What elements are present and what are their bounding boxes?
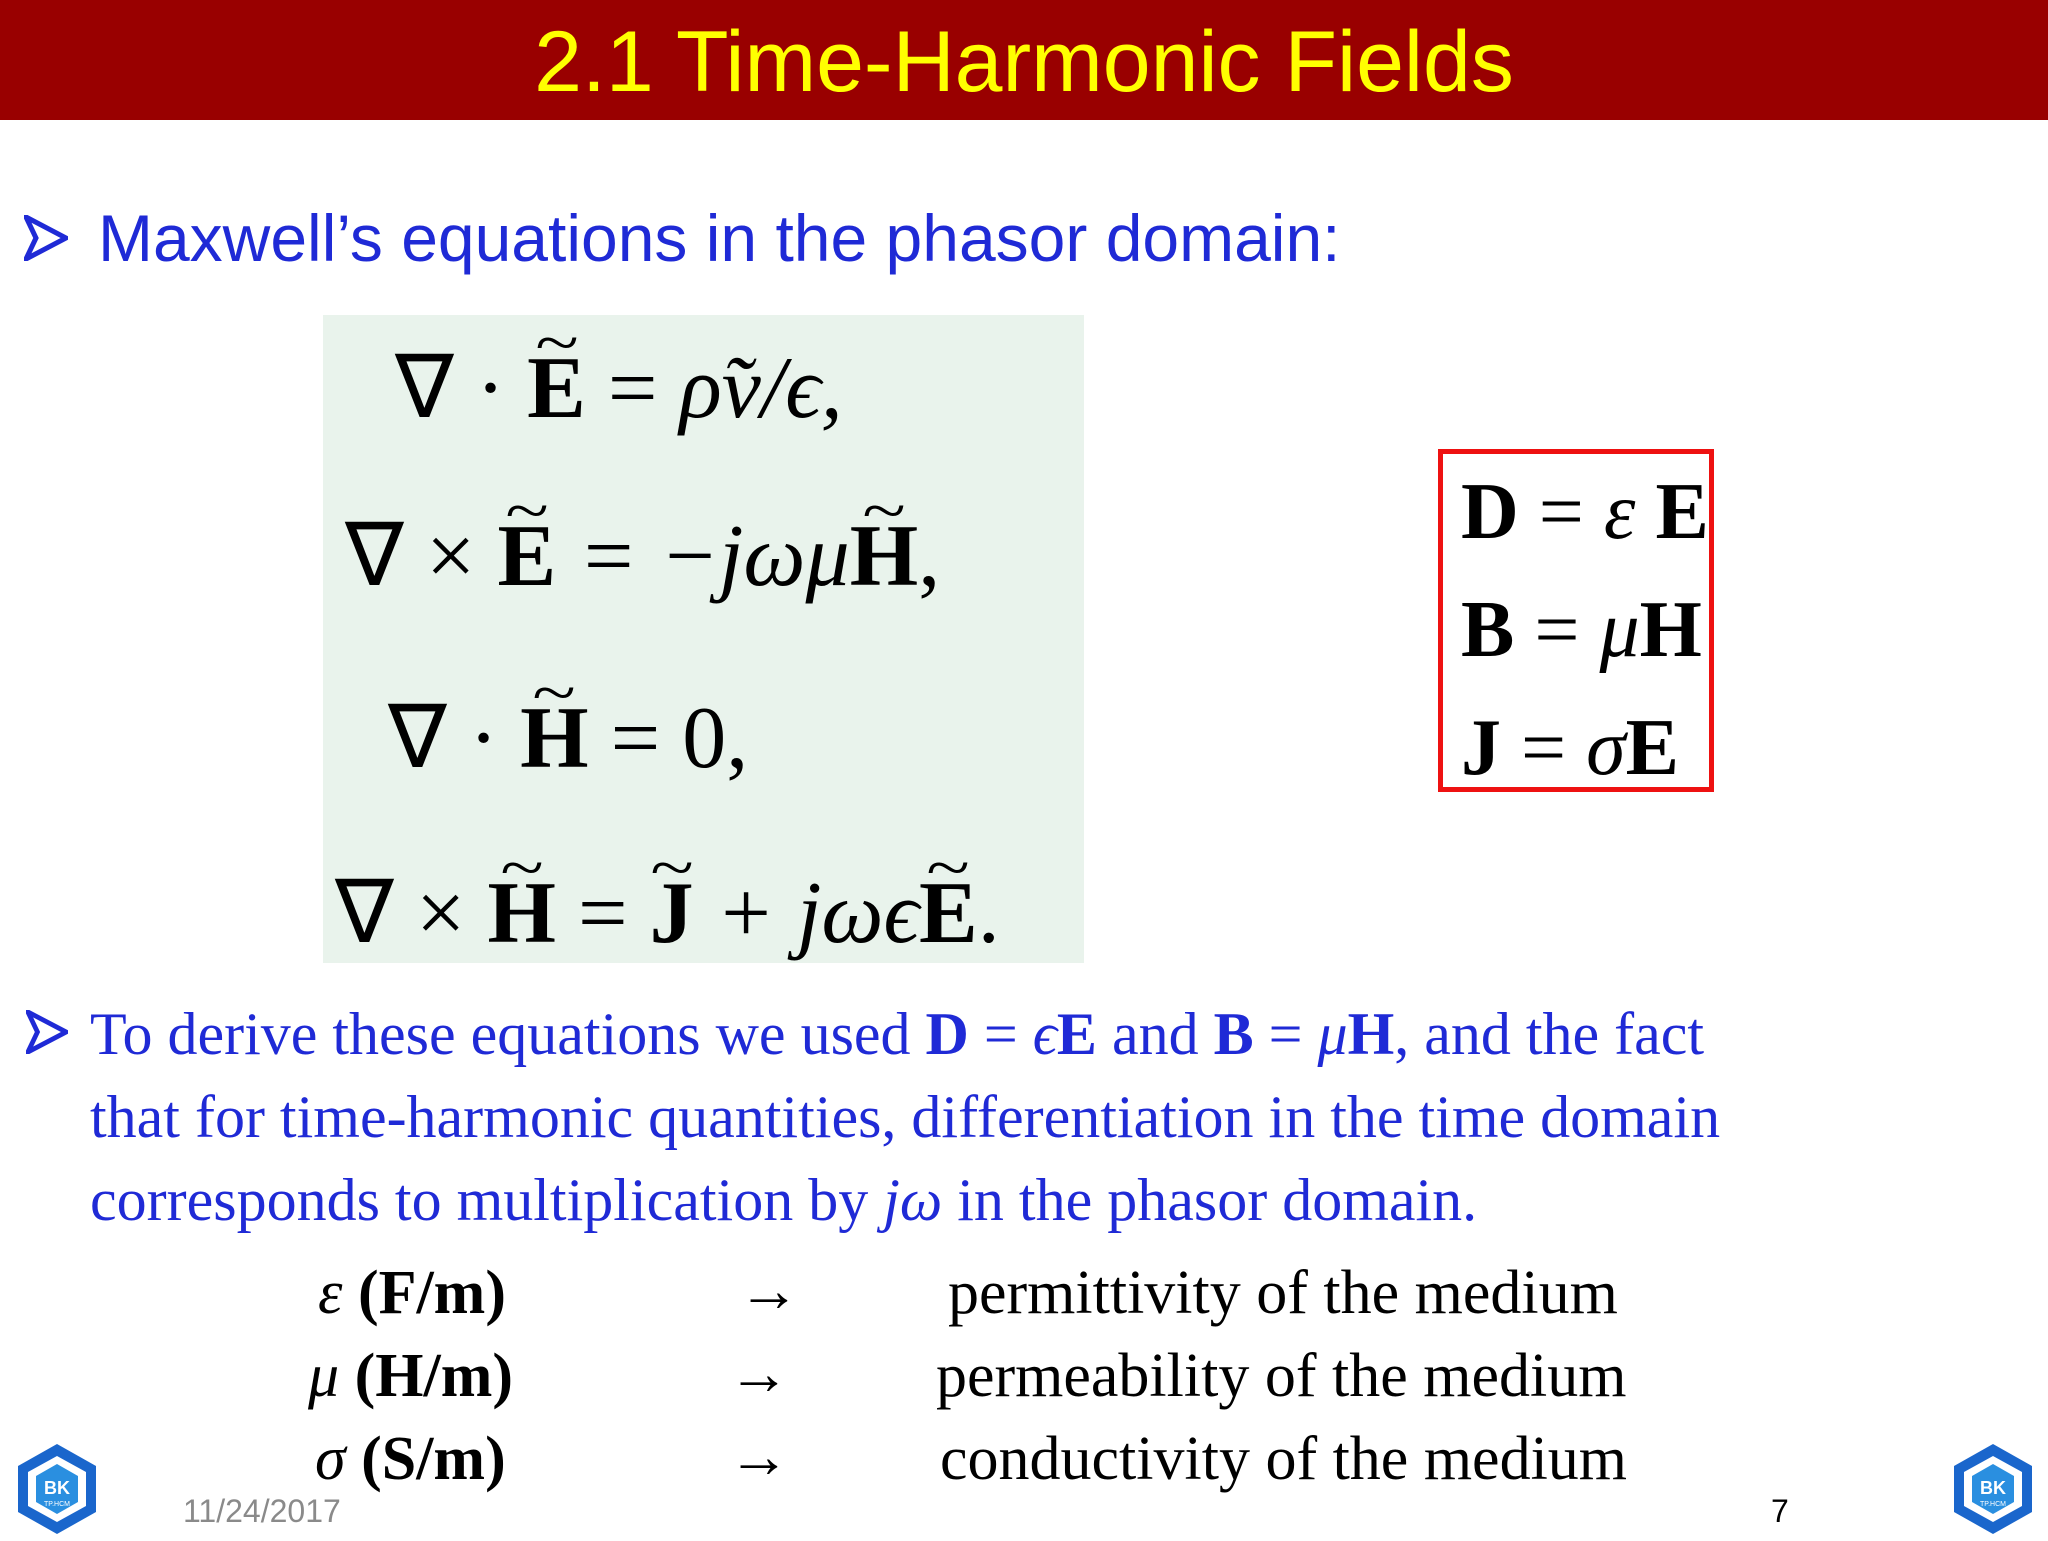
bk-logo-left	[14, 1442, 100, 1536]
derivation-line-2: that for time-harmonic quantities, differentiation in the time domain	[90, 1084, 1721, 1150]
gauss-rhs: ρ̃v/ϵ,	[679, 340, 843, 437]
j-symbol: J	[1461, 704, 1501, 792]
right-arrow-icon: →	[738, 1257, 800, 1325]
h-field-vector: ~ H	[850, 513, 918, 601]
param-row-conductivity	[315, 1425, 506, 1493]
param-symbol: σ	[315, 1425, 346, 1493]
h-symbol: H	[1639, 586, 1702, 674]
derivation-text: To derive these equations we used	[90, 1001, 926, 1067]
title-bar	[0, 0, 2048, 120]
param-symbol: μ	[308, 1342, 340, 1410]
d-symbol: D	[1461, 468, 1519, 556]
logo-text: BK	[1980, 1478, 2006, 1498]
param-unit: (S/m)	[361, 1425, 506, 1493]
e-field-vector: ~ E	[498, 513, 557, 601]
bk-logo-right	[1950, 1442, 2036, 1536]
constitutive-j	[1461, 704, 1679, 792]
param-description: conductivity of the medium	[940, 1425, 1628, 1493]
equals: =	[1253, 1001, 1318, 1067]
divergence-operator: ∇ ·	[395, 340, 506, 437]
h-field-vector: ~ H	[488, 870, 556, 958]
bullet-arrow-icon	[24, 215, 68, 261]
e-symbol: E	[1655, 468, 1709, 556]
param-row-permeability	[308, 1342, 514, 1410]
equals: =	[968, 1001, 1033, 1067]
param-unit: (H/m)	[354, 1342, 514, 1410]
mu-symbol: μ	[1317, 1001, 1348, 1067]
eq-punct: .	[977, 865, 1000, 962]
magnetic-gauss-rhs: = 0,	[610, 690, 749, 787]
param-description: permittivity of the medium	[948, 1259, 1618, 1327]
derivation-text: , and the fact	[1394, 1001, 1705, 1067]
e-symbol: E	[1625, 704, 1679, 792]
b-symbol: B	[1213, 1001, 1254, 1067]
curl-operator: ∇ ×	[335, 865, 466, 962]
e-field-vector: ~ E	[919, 870, 978, 958]
ampere-law-equation: ∇ × ~ H = ~ J + jωϵ~ E.	[335, 870, 1000, 958]
constitutive-d	[1461, 468, 1709, 556]
h-symbol: H	[1347, 1001, 1395, 1067]
eq-punct: ,	[918, 508, 941, 605]
equals: =	[1534, 586, 1580, 674]
equals: =	[1521, 704, 1567, 792]
j-current-vector: ~ J	[650, 870, 694, 958]
equals: =	[1538, 468, 1584, 556]
jw-symbol: jω	[883, 1167, 943, 1233]
slide-title: 2.1 Time-Harmonic Fields	[534, 14, 1514, 110]
derivation-text: and	[1096, 1001, 1214, 1067]
curl-operator: ∇ ×	[345, 508, 476, 605]
param-row-permittivity	[318, 1259, 506, 1327]
e-field-vector: ~ E	[527, 345, 586, 433]
page-number: 7	[1771, 1493, 1789, 1529]
derivation-line-1	[90, 1001, 1705, 1067]
right-arrow-icon: →	[728, 1340, 790, 1408]
bullet-maxwell-text: Maxwell’s equations in the phasor domain:	[98, 201, 1341, 275]
mu-symbol: μ	[1599, 586, 1640, 674]
right-arrow-icon: →	[728, 1423, 790, 1491]
bullet-arrow-icon	[26, 1010, 68, 1054]
gauss-law-equation: ∇ · ~ E = ρ̃v/ϵ,	[395, 345, 843, 433]
ampere-mid: + jωϵ	[715, 865, 920, 962]
faraday-rhs: = −jωμ	[578, 508, 850, 605]
sigma-symbol: σ	[1586, 704, 1626, 792]
logo-subtext: TP.HCM	[1980, 1501, 2006, 1508]
derivation-text: corresponds to multiplication by	[90, 1167, 884, 1233]
epsilon-symbol: ε	[1603, 468, 1636, 556]
faraday-law-equation	[345, 508, 941, 605]
derivation-line-3	[90, 1167, 1478, 1233]
epsilon-symbol: ϵ	[1032, 1001, 1057, 1067]
footer-date: 11/24/2017	[183, 1493, 341, 1529]
param-description: permeability of the medium	[936, 1342, 1627, 1410]
derivation-text: in the phasor domain.	[942, 1167, 1478, 1233]
logo-text: BK	[44, 1478, 70, 1498]
divergence-operator: ∇ ·	[388, 690, 499, 787]
param-symbol: ε	[318, 1259, 343, 1327]
logo-subtext: TP.HCM	[44, 1501, 70, 1508]
constitutive-b	[1461, 586, 1702, 674]
maxwell-equations-box	[323, 315, 1084, 963]
constitutive-relations-box	[1438, 449, 1714, 792]
param-unit: (F/m)	[357, 1259, 506, 1327]
h-field-vector: ~ H	[520, 695, 588, 783]
e-symbol: E	[1056, 1001, 1097, 1067]
bullet-maxwell-intro	[24, 200, 1341, 276]
d-symbol: D	[925, 1001, 969, 1067]
b-symbol: B	[1461, 586, 1515, 674]
magnetic-gauss-equation	[388, 690, 749, 787]
